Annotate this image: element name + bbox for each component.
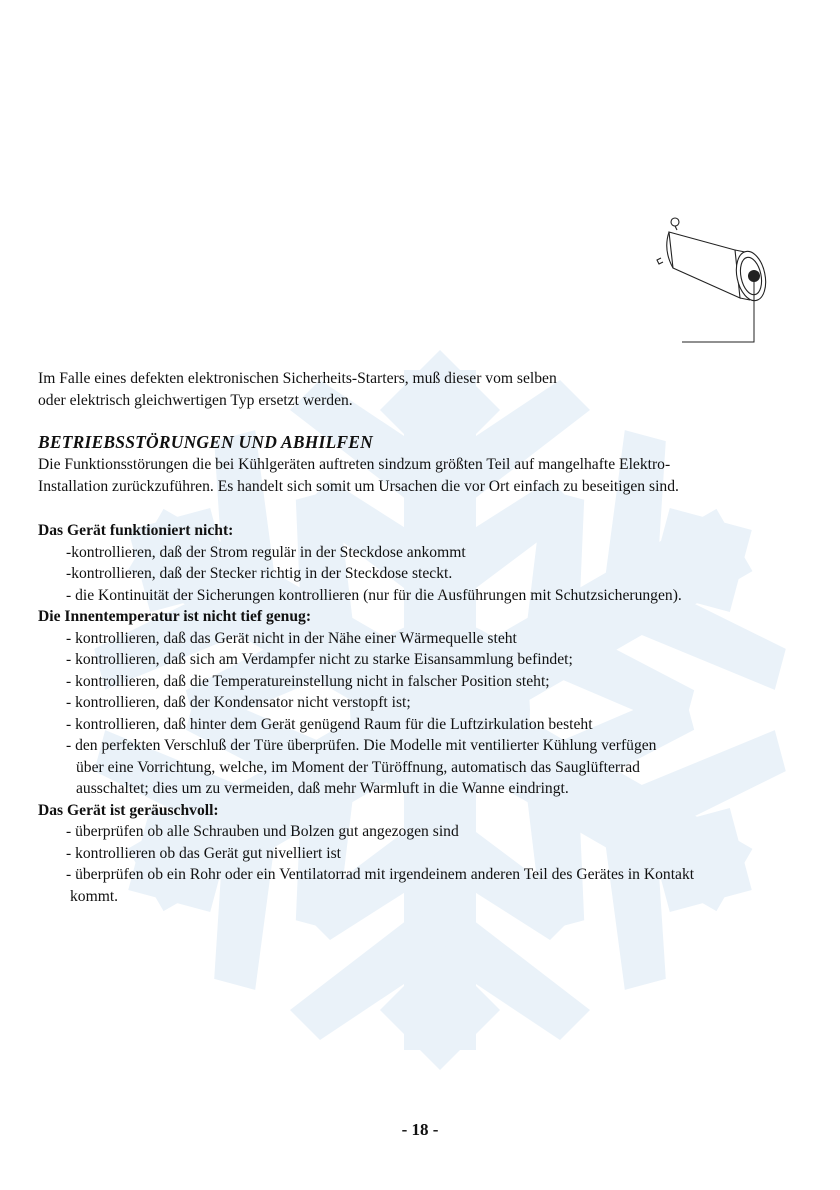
section-paragraph: [38, 454, 798, 498]
list-item: - kontrollieren, daß das Gerät nicht in der Nähe einer Wärmequelle steht: [66, 629, 517, 647]
list-item-line: - den perfekten Verschluß der Türe überprüfen. Die Modelle mit ventilierter Kühlung verfügen: [66, 737, 657, 754]
intro-line: oder elektrisch gleichwertigen Typ ersetzt werden.: [38, 392, 353, 409]
troubleshoot-list: [38, 628, 798, 800]
page-number: - 18 -: [401, 1120, 439, 1139]
list-item-line: über eine Vorrichtung, welche, im Moment der Türöffnung, automatisch das Sauglüfterrad: [76, 758, 640, 776]
list-item: - kontrollieren, daß der Kondensator nicht verstopft ist;: [66, 694, 411, 711]
group-heading: Das Gerät ist geräuschvoll:: [38, 801, 219, 819]
document-body: [38, 368, 798, 907]
list-item: - kontrollieren ob das Gerät gut nivelliert ist: [66, 844, 341, 862]
list-item: - überprüfen ob alle Schrauben und Bolzen gut angezogen sind: [66, 823, 459, 840]
list-item: - kontrollieren, daß sich am Verdampfer nicht zu starke Eisansammlung befindet;: [66, 651, 573, 668]
intro-text: [38, 368, 798, 412]
starter-illustration: [655, 210, 775, 350]
list-item: - die Kontinuität der Sicherungen kontrollieren (nur für die Ausführungen mit Schutzsicherungen).: [66, 586, 682, 604]
troubleshoot-list: [38, 542, 798, 607]
troubleshoot-list: [38, 821, 798, 907]
list-item: - kontrollieren, daß hinter dem Gerät genügend Raum für die Luftzirkulation besteht: [66, 715, 593, 733]
list-item: -kontrollieren, daß der Stecker richtig in der Steckdose steckt.: [66, 565, 453, 582]
group-heading: Die Innentemperatur ist nicht tief genug:: [38, 608, 312, 625]
paragraph-line: Die Funktionsstörungen die bei Kühlgeräten auftreten sindzum größten Teil auf mangelhafte Elektro-: [38, 456, 671, 473]
section-title: BETRIEBSSTÖRUNGEN UND ABHILFEN: [38, 432, 374, 452]
list-item-multiline: [66, 864, 798, 907]
list-item-multiline: [66, 735, 798, 800]
list-item-line: kommt.: [70, 887, 119, 905]
list-item-line: - überprüfen ob ein Rohr oder ein Ventilatorrad mit irgendeinem anderen Teil des Gerätes in Kontakt: [66, 866, 695, 883]
list-item-line: ausschaltet; dies um zu vermeiden, daß mehr Warmluft in die Wanne eindringt.: [76, 780, 569, 797]
paragraph-line: Installation zurückzuführen. Es handelt sich somit um Ursachen die vor Ort einfach zu beseitigen sind.: [38, 478, 679, 495]
intro-line: Im Falle eines defekten elektronischen Sicherheits-Starters, muß dieser vom selben: [38, 370, 557, 387]
list-item: - kontrollieren, daß die Temperatureinstellung nicht in falscher Position steht;: [66, 672, 550, 690]
group-heading: Das Gerät funktioniert nicht:: [38, 522, 234, 539]
list-item: -kontrollieren, daß der Strom regulär in der Steckdose ankommt: [66, 543, 466, 561]
